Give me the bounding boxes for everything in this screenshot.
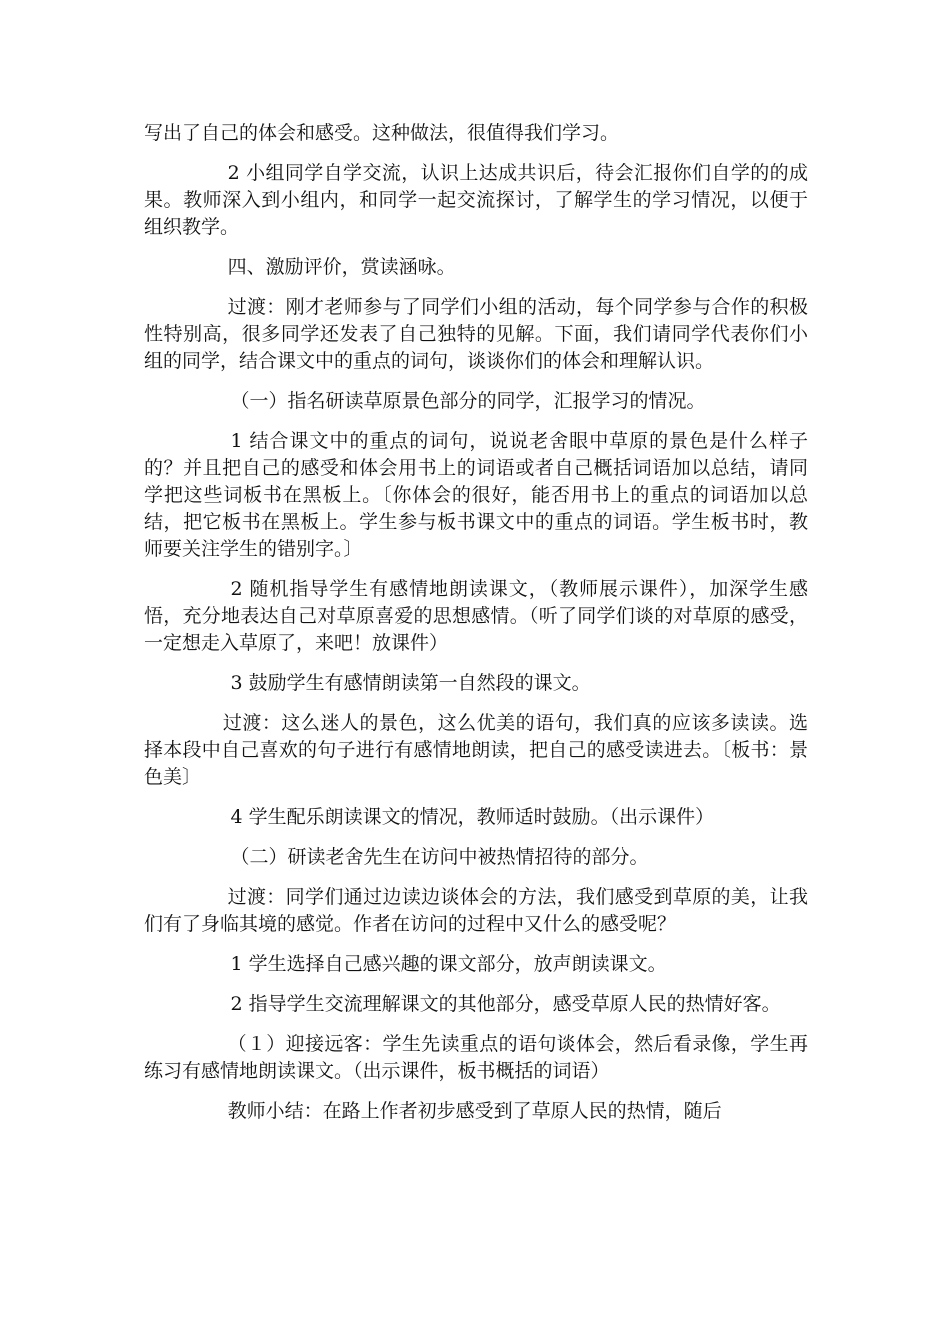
paragraph-transition-2: 过渡：这么迷人的景色，这么优美的语句，我们真的应该多读读。选择本段中自己喜欢的句子进行有感情地朗读，把自己的感受读进去。〔板书：景色美〕 bbox=[144, 712, 808, 788]
paragraph-step-1: 1 结合课文中的重点的词句，说说老舍眼中草原的景色是什么样子的？并且把自己的感受和体会用书上的词语或者自己概括词语加以总结，请同学把这些词板书在黑板上。〔你体会的很好，能否用书上的重点的词语加以总结，把它板书在黑板上。学生参与板书课文中的重点的词语。学生板书时，教师要关注学生的错别字。〕 bbox=[144, 430, 808, 560]
subsection-heading-1: （一）指名研读草原景色部分的同学，汇报学习的情况。 bbox=[230, 390, 706, 412]
section-heading-4: 四、激励评价，赏读涵咏。 bbox=[227, 256, 456, 278]
document-body bbox=[144, 120, 808, 1138]
paragraph-transition-3: 过渡：同学们通过边读边谈体会的方法，我们感受到草原的美，让我们有了身临其境的感觉。作者在访问的过程中又什么的感受呢？ bbox=[144, 886, 808, 935]
paragraph-step-4: 4 学生配乐朗读课文的情况，教师适时鼓励。（出示课件） bbox=[230, 806, 715, 828]
paragraph-sub-item-1: （１）迎接远客：学生先读重点的语句谈体会，然后看录像，学生再练习有感情地朗读课文。（出示课件，板书概括的词语） bbox=[144, 1033, 808, 1082]
paragraph-step-2: 2 小组同学自学交流，认识上达成共识后，待会汇报你们自学的的成果。教师深入到小组内，和同学一起交流探讨，了解学生的学习情况，以便于组织教学。 bbox=[144, 162, 808, 238]
paragraph-step-2b: 2 随机指导学生有感情地朗读课文，（教师展示课件），加深学生感悟，充分地表达自己对草原喜爱的思想感情。（听了同学们谈的对草原的感受，一定想走入草原了，来吧！放课件） bbox=[144, 578, 808, 654]
paragraph-step-1b: 1 学生选择自己感兴趣的课文部分，放声朗读课文。 bbox=[230, 953, 667, 975]
paragraph-transition-1: 过渡：刚才老师参与了同学们小组的活动，每个同学参与合作的积极性特别高，很多同学还发表了自己独特的见解。下面，我们请同学代表你们小组的同学，结合课文中的重点的词句，谈谈你们的体会和理解认识。 bbox=[144, 296, 808, 372]
paragraph-step-3: 3 鼓励学生有感情朗读第一自然段的课文。 bbox=[230, 672, 591, 694]
paragraph-step-2c: 2 指导学生交流理解课文的其他部分，感受草原人民的热情好客。 bbox=[230, 993, 781, 1015]
subsection-heading-2: （二）研读老舍先生在访问中被热情招待的部分。 bbox=[230, 846, 649, 868]
paragraph-teacher-summary: 教师小结：在路上作者初步感受到了草原人民的热情，随后 bbox=[227, 1100, 722, 1122]
paragraph-continuation: 写出了自己的体会和感受。这种做法，很值得我们学习。 bbox=[144, 122, 620, 144]
